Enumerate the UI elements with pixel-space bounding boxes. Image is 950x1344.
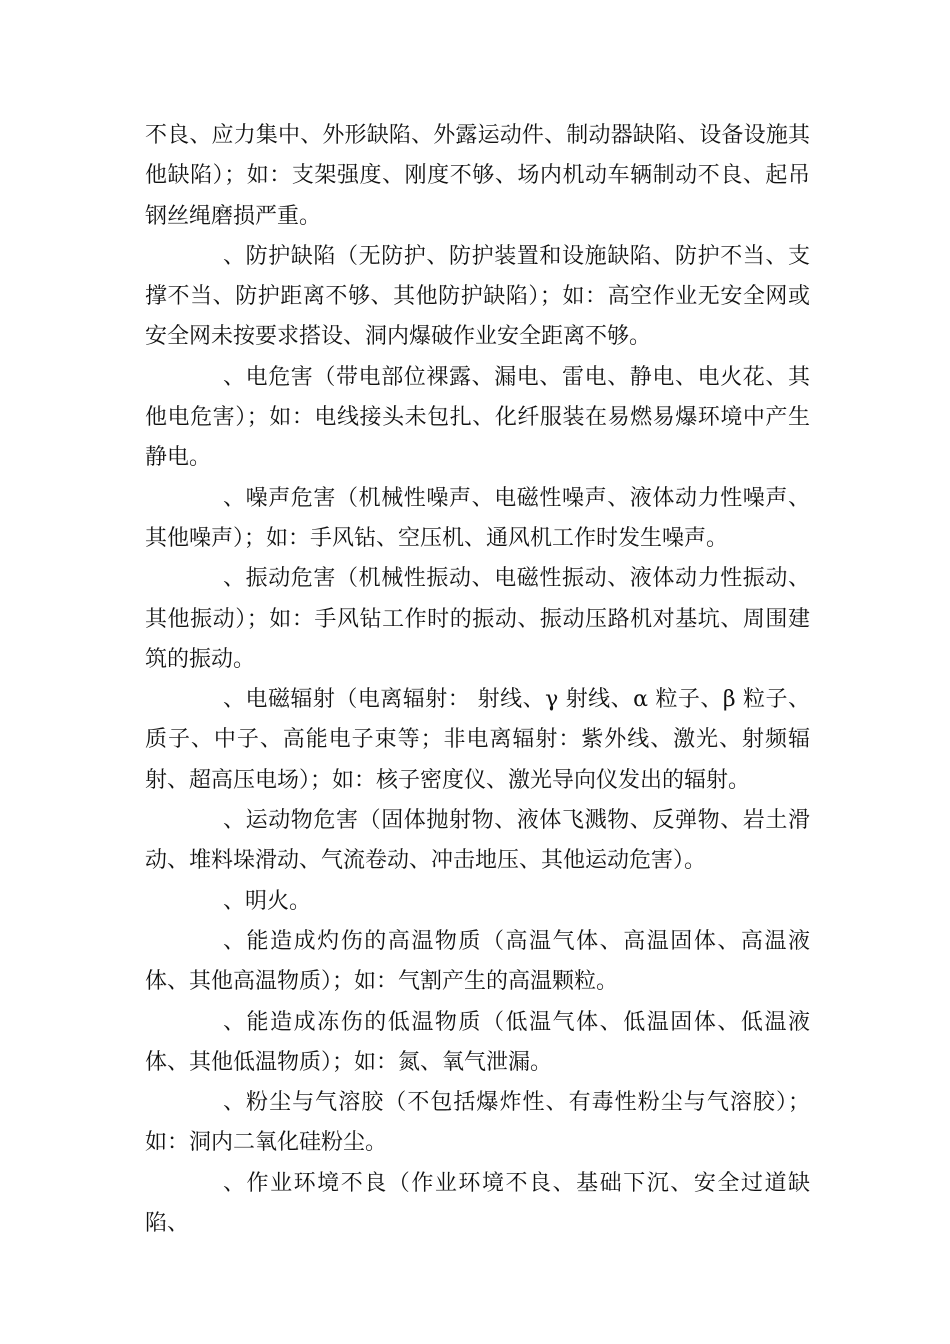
- paragraph-open-flame: 、明火。: [223, 888, 312, 914]
- paragraph-moving-object-hazard: 、运动物危害（固体抛射物、液体飞溅物、反弹物、岩土滑动、堆料垛滑动、气流卷动、冲击地压、其他运动危害）。: [145, 808, 810, 874]
- paragraph-vibration-hazard: 、振动危害（机械性振动、电磁性振动、液体动力性振动、其他振动）；如：手风钻工作时的振动、振动压路机对基坑、周围建筑的振动。: [145, 566, 810, 672]
- paragraph-equipment-defects: 不良、应力集中、外形缺陷、外露运动件、制动器缺陷、设备设施其他缺陷）；如：支架强度、刚度不够、场内机动车辆制动不良、起吊钢丝绳磨损严重。: [145, 123, 810, 229]
- paragraph-electrical-hazard: 、电危害（带电部位裸露、漏电、雷电、静电、电火花、其他电危害）；如：电线接头未包扎、化纤服装在易燃易爆环境中产生静电。: [145, 364, 810, 471]
- paragraph-dust-aerosol: 、粉尘与气溶胶（不包括爆炸性、有毒性粉尘与气溶胶）；如：洞内二氧化硅粉尘。: [145, 1090, 810, 1156]
- paragraph-low-temperature: 、能造成冻伤的低温物质（低温气体、低温固体、低温液体、其他低温物质）；如：氮、氧气泄漏。: [145, 1009, 810, 1075]
- paragraph-protection-defects: 、防护缺陷（无防护、防护装置和设施缺陷、防护不当、支撑不当、防护距离不够、其他防护缺陷）；如：高空作业无安全网或安全网未按要求搭设、洞内爆破作业安全距离不够。: [145, 243, 810, 350]
- paragraph-poor-work-environment: 、作业环境不良（作业环境不良、基础下沉、安全过道缺陷、: [145, 1170, 810, 1237]
- paragraph-electromagnetic-radiation: 、电磁辐射（电离辐射： 射线、γ 射线、α 粒子、β 粒子、质子、中子、高能电子束等；非电离辐射：紫外线、激光、射频辐射、超高压电场）；如：核子密度仪、激光导向仪发出的辐射。: [145, 687, 810, 793]
- paragraph-high-temperature: 、能造成灼伤的高温物质（高温气体、高温固体、高温液体、其他高温物质）；如：气割产生的高温颗粒。: [145, 928, 810, 995]
- paragraph-noise-hazard: 、噪声危害（机械性噪声、电磁性噪声、液体动力性噪声、其他噪声）；如：手风钻、空压机、通风机工作时发生噪声。: [145, 485, 810, 551]
- document-body: [145, 116, 810, 1244]
